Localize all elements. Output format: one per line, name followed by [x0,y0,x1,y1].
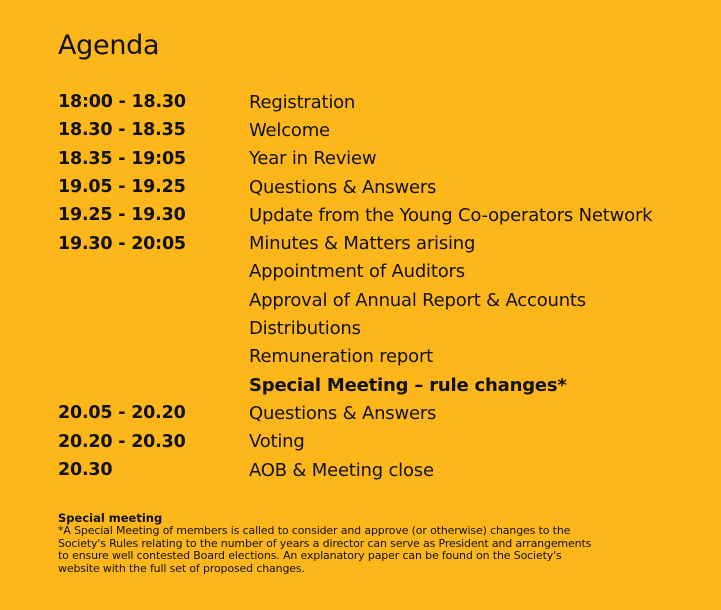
footnote-line: *A Special Meeting of members is called to consider and approve (or otherwise) changes to the [58,524,571,537]
agenda-time: 18.35 - 19:05 [58,148,186,169]
agenda-row [58,116,698,144]
agenda-page [58,26,698,484]
agenda-time: 19.25 - 19.30 [58,205,186,226]
footnote-title: Special meeting [58,511,163,525]
agenda-item: Distributions [249,318,361,340]
footnote [58,511,658,575]
agenda-item: Approval of Annual Report & Accounts [249,289,586,311]
agenda-item: Questions & Answers [249,176,437,198]
agenda-row [58,428,698,456]
agenda-time: 20.20 - 20.30 [58,431,186,452]
agenda-time: 19.05 - 19.25 [58,177,186,198]
agenda-row [58,399,698,427]
agenda-list [58,88,698,484]
agenda-item: Welcome [249,119,330,141]
agenda-item: Remuneration report [249,346,434,368]
agenda-time: 18:00 - 18.30 [58,92,186,113]
footnote-line: Society's Rules relating to the number of years a director can serve as President and arrangements [58,536,592,550]
agenda-row [58,201,698,229]
agenda-row [58,229,698,257]
agenda-item: AOB & Meeting close [249,459,434,481]
footnote-line: website with the full set of proposed changes. [58,561,305,575]
agenda-row [58,88,698,116]
agenda-time: 20.30 [58,460,113,480]
agenda-time: 18.30 - 18.35 [58,120,186,141]
agenda-row [58,314,698,342]
agenda-row [58,343,698,371]
agenda-row [58,173,698,201]
agenda-row [58,456,698,484]
agenda-item: Registration [249,91,356,113]
agenda-item: Appointment of Auditors [249,261,465,283]
agenda-row [58,371,698,399]
agenda-item: Update from the Young Co-operators Network [249,204,653,226]
agenda-time: 19.30 - 20:05 [58,233,186,254]
agenda-row [58,258,698,286]
agenda-item: Special Meeting – rule changes* [249,374,567,396]
agenda-item: Year in Review [249,148,377,170]
agenda-item: Voting [249,431,305,453]
agenda-item: Minutes & Matters arising [249,233,476,255]
footnote-line: to ensure well contested Board elections. An explanatory paper can be found on the Society's [58,549,562,562]
page-title: Agenda [58,30,160,61]
footnote-text [58,525,658,575]
agenda-row [58,286,698,314]
agenda-time: 20.05 - 20.20 [58,403,186,424]
agenda-item: Questions & Answers [249,402,437,424]
agenda-row [58,145,698,173]
